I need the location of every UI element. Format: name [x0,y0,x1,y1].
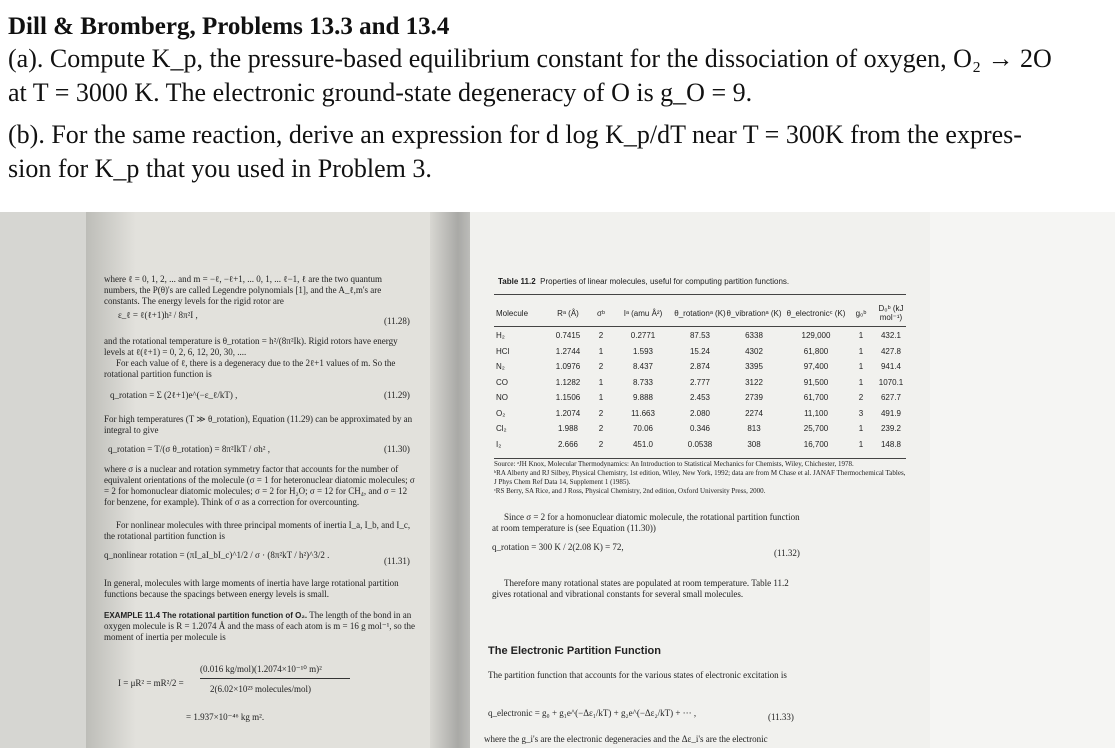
equation-11-29: q_rotation = Σ (2ℓ+1)e^(−ε_ℓ/kT) , [110,390,238,400]
table-cell: 1 [598,377,604,387]
table-cell: 2 [598,424,604,434]
equation-11-33-number: (11.33) [768,712,794,722]
table-header-row [496,298,910,328]
table-cell: 1.1506 [555,393,581,403]
source-a: Source: ᵃJH Knox, Molecular Thermodynamics: An Introduction to Statistical Mechanics for Chemists, Wiley, Chichester, 1978. [494,460,854,468]
table-row [496,344,910,360]
table-cell: 432.1 [880,331,902,341]
section-heading: The Electronic Partition Function [488,645,661,657]
table-cell: 8.733 [632,377,654,387]
equation-11-32: q_rotation = 300 K / 2(2.08 K) = 72, [492,542,624,552]
table-row [496,375,910,391]
table-cell: 2.874 [689,362,711,372]
table-cell: 1.2744 [555,346,581,356]
table-cell: 97,400 [803,362,829,372]
equation-11-28: ε_ℓ = ℓ(ℓ+1)h² / 8π²I , [118,310,198,320]
table-cell: 2.080 [689,408,711,418]
table-row [496,406,910,422]
table-cell: 427.8 [880,346,902,356]
table-cell: 1 [598,393,604,403]
column-header: g₀ᵇ [855,308,867,318]
source-b: ᵇRA Alberty and RJ Silbey, Physical Chemistry, 1st edition, Wiley, New York, 1992; data are from M Chase et al. JANAF Thermochemical Tables, J Phys Chem Ref Data 14, Supplement 1 (1985). [494,469,906,486]
left-paragraph-7: In general, molecules with large moments of inertia have large rotational partition functions because the spacings between energy levels is small. [104,578,399,599]
left-paragraph-6: For nonlinear molecules with three principal moments of inertia I_a, I_b, and I_c, the rotational partition function is [104,520,411,541]
fraction-bar [200,678,350,679]
column-header: Iᵃ (amu Å²) [623,308,663,318]
page-margin [930,212,1115,748]
table-cell: 2.666 [557,439,579,449]
table-caption-text: Properties of linear molecules, useful for computing partition functions. [540,277,790,286]
table-cell: 2.453 [689,393,711,403]
equation-11-30-number: (11.30) [384,444,410,454]
right-paragraph-3: The partition function that accounts for the various states of electronic excitation is [488,670,787,680]
table-cell: 87.53 [689,331,711,341]
right-paragraph-1: Since σ = 2 for a homonuclear diatomic molecule, the rotational partition function at room temperature is (see Equation (11.30)) [492,512,800,533]
table-cell: 491.9 [880,408,902,418]
table-cell: 16,700 [803,439,829,449]
table-cell: 451.0 [632,439,654,449]
table-cell: 1.988 [557,424,579,434]
column-header: Rᵃ (Å) [557,308,579,318]
table-cell: 2274 [745,408,763,418]
table-row [496,437,910,453]
column-header: θ_electronicᶜ (K) [786,308,846,318]
column-header: θ_vibrationᵃ (K) [726,308,782,318]
table-cell: 1 [858,424,864,434]
table-cell: O₂ [496,408,506,418]
table-cell: HCl [496,346,510,356]
photo-background [0,212,86,748]
problem-header [8,0,1108,186]
table-cell: 1070.1 [878,377,904,387]
table-row [496,390,910,406]
table-caption [498,276,789,287]
equation-11-29-number: (11.29) [384,390,410,400]
table-cell: 70.06 [632,424,654,434]
table-cell: 0.346 [689,424,711,434]
table-cell: 2 [598,439,604,449]
table-row [496,328,910,344]
table-cell: 308 [747,439,761,449]
table-cell: 941.4 [880,362,902,372]
table-cell: 3395 [745,362,763,372]
table-cell: 4302 [745,346,763,356]
left-paragraph-2: and the rotational temperature is θ_rotation = h²/(8π²Ik). Rigid rotors have energy levels at ℓ(ℓ+1) = 0, 2, 6, 12, 20, 30, .... [104,336,398,357]
part-a-line-1: (a). Compute K_p, the pressure-based equilibrium constant for the dissociation of oxygen, O₂ → 2O [8,44,1052,73]
properties-table [496,298,910,452]
example-equation-result: = 1.937×10⁻⁴⁶ kg m². [186,712,265,722]
table-cell: 15.24 [689,346,711,356]
example-equation-denominator: 2(6.02×10²³ molecules/mol) [210,684,311,694]
equation-11-33: q_electronic = g₀ + g₁e^(−Δε₁/kT) + g₂e^(−Δε₂/kT) + ··· , [488,708,697,718]
example-equation-lhs: I = μR² = mR²/2 = [118,678,184,688]
table-cell: 1 [858,377,864,387]
table-cell: 3122 [745,377,763,387]
table-cell: 2 [858,393,864,403]
table-cell: 2739 [745,393,763,403]
table-cell: 2 [598,331,604,341]
table-cell: 2.777 [689,377,711,387]
table-bottom-rule [494,458,906,459]
table-cell: 2 [598,408,604,418]
source-c: ᶜRS Berry, SA Rice, and J Ross, Physical Chemistry, 2nd edition, Oxford University Press, 2000. [494,487,766,495]
table-cell: 1 [858,362,864,372]
left-intro-text: where ℓ = 0, 1, 2, ... and m = −ℓ, −ℓ+1, ... 0, 1, ... ℓ−1, ℓ are the two quantum numbers, the P(θ)'s are called Legendre polynomials [1], and the A_ℓ,m's are constants. The energy levels for the rigid rotor are [104,274,382,306]
table-cell: 1 [598,346,604,356]
table-cell: 627.7 [880,393,902,403]
table-cell: NO [496,393,508,403]
part-b-line-1: (b). For the same reaction, derive an expression for d log K_p/dT near T = 300K from the expres- [8,120,1022,149]
table-cell: 239.2 [880,424,902,434]
table-cell: 2 [598,362,604,372]
table-cell: 1 [858,331,864,341]
table-cell: 1 [858,346,864,356]
right-paragraph-4: where the g_i's are the electronic degeneracies and the Δε_i's are the electronic [484,734,768,744]
table-sources [494,460,906,496]
textbook-photo [0,212,1115,748]
part-b-line-2: sion for K_p that you used in Problem 3. [8,154,432,183]
table-cell: I₂ [496,439,502,449]
example-equation-numerator: (0.016 kg/mol)(1.2074×10⁻¹⁰ m)² [200,664,322,674]
example-body: The length of the bond in an oxygen molecule is R = 1.2074 Å and the mass of each atom is m = 16 g mol⁻¹, so the moment of inertia per molecule is [104,610,416,642]
table-cell: 1.593 [632,346,654,356]
right-paragraph-2: Therefore many rotational states are populated at room temperature. Table 11.2 gives rotational and vibrational constants for several small molecules. [492,578,789,599]
table-cell: 91,500 [803,377,829,387]
table-cell: 61,700 [803,393,829,403]
table-cell: 1.1282 [555,377,581,387]
table-cell: 148.8 [880,439,902,449]
table-cell: 25,700 [803,424,829,434]
column-header: σᵇ [597,308,605,318]
table-row [496,359,910,375]
example-heading: EXAMPLE 11.4 The rotational partition function of O₂. [104,611,308,620]
table-cell: 11,100 [804,408,828,418]
table-cell: 1 [858,439,864,449]
table-cell: 11.663 [631,408,655,418]
table-cell: 6338 [745,331,763,341]
left-paragraph-4: For high temperatures (T ≫ θ_rotation), Equation (11.29) can be approximated by an integral to give [104,414,413,435]
left-paragraph-3: For each value of ℓ, there is a degeneracy due to the 2ℓ+1 values of m. So the rotational partition function is [104,358,396,379]
equation-11-31: q_nonlinear rotation = (πI_aI_bI_c)^1/2 / σ · (8π²kT / h²)^3/2 . [104,550,330,560]
part-a-line-2: at T = 3000 K. The electronic ground-state degeneracy of O is g_O = 9. [8,78,753,107]
column-header: D₀ᵇ (kJ mol⁻¹) [878,304,904,322]
example-11-4 [104,610,418,643]
column-header: θ_rotationᵃ (K) [674,308,726,318]
table-cell: 0.2771 [630,331,656,341]
column-header: Molecule [496,308,529,318]
table-cell: 61,800 [803,346,829,356]
left-paragraph-5: where σ is a nuclear and rotation symmetry factor that accounts for the number of equivalent orientations of the molecule (σ = 1 for heteronuclear diatomic molecules; σ = 2 for homonuclear diatomic molecules; σ = 2 for H₂O; σ = 12 for CH₄, and σ = 12 for benzene, for example). Think of σ as a correction for overcounting. [104,464,415,507]
table-cell: 813 [747,424,761,434]
equation-11-31-number: (11.31) [384,556,410,566]
table-top-rule [494,294,906,295]
table-cell: H₂ [496,331,505,341]
table-cell: Cl₂ [496,424,507,434]
table-cell: 0.0538 [687,439,713,449]
table-cell: 1.0976 [555,362,581,372]
table-caption-label: Table 11.2 [498,277,536,286]
table-cell: 8.437 [632,362,654,372]
table-cell: 0.7415 [555,331,581,341]
equation-11-30: q_rotation = T/(σ θ_rotation) = 8π²IkT / σh² , [108,444,271,454]
equation-11-28-number: (11.28) [384,316,410,326]
equation-11-32-number: (11.32) [774,548,800,558]
table-cell: 129,000 [801,331,831,341]
table-cell: CO [496,377,508,387]
table-cell: N₂ [496,362,505,372]
problem-title: Dill & Bromberg, Problems 13.3 and 13.4 [8,13,450,40]
table-row [496,421,910,437]
table-cell: 1.2074 [555,408,581,418]
table-cell: 3 [858,408,864,418]
table-cell: 9.888 [632,393,654,403]
